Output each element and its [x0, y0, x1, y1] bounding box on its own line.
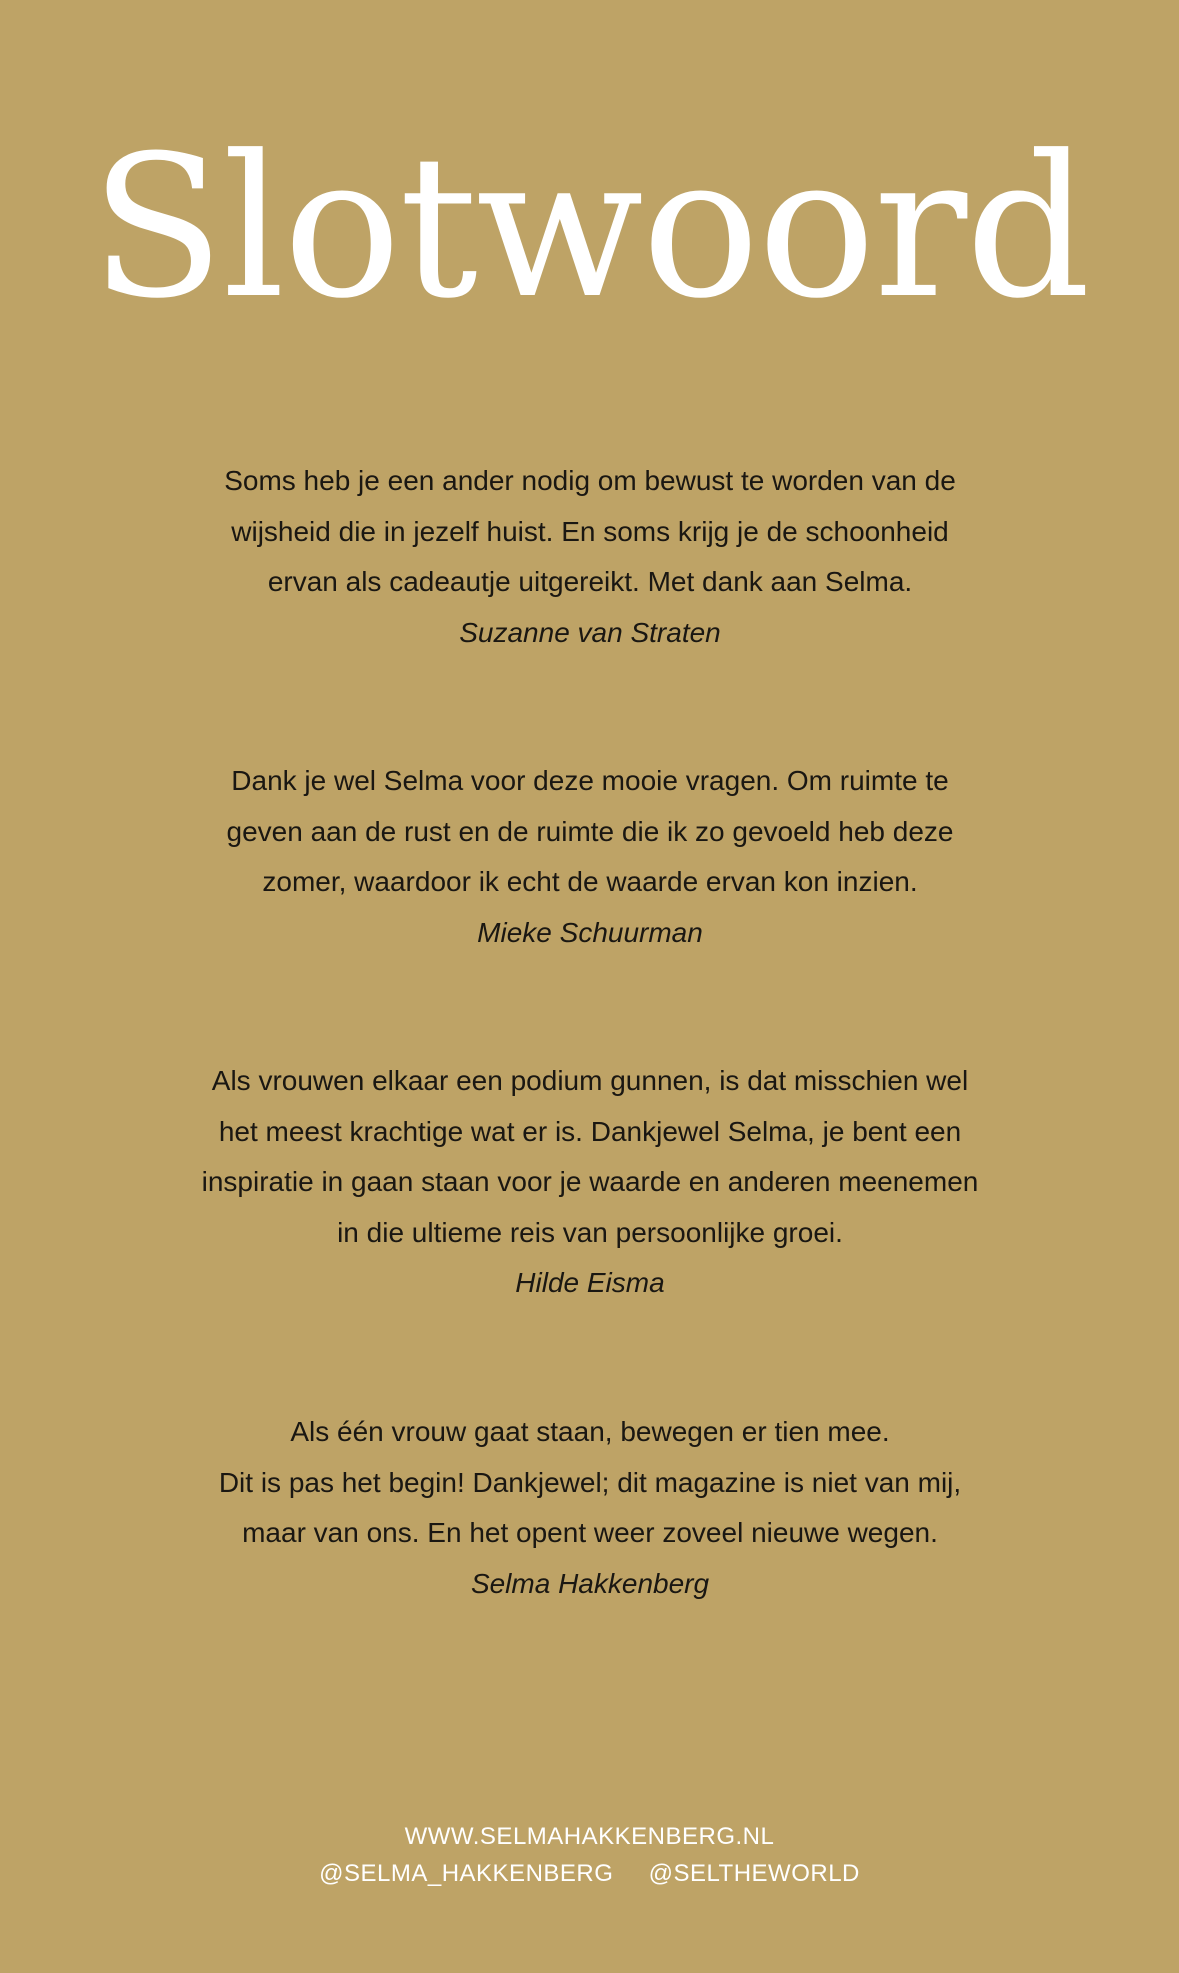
quote-line: wijsheid die in jezelf huist. En soms krijg je de schoonheid — [231, 515, 949, 547]
quote-line: geven aan de rust en de ruimte die ik zo gevoeld heb deze — [226, 815, 954, 847]
testimonial-quote — [150, 756, 1030, 958]
testimonial-quote — [150, 1056, 1030, 1309]
testimonial-quote — [150, 1407, 1030, 1609]
quote-author: Mieke Schuurman — [477, 916, 703, 948]
social-handle-seltheworld[interactable]: @SELTHEWORLD — [648, 1860, 860, 1887]
social-handle-selma[interactable]: @SELMA_HAKKENBERG — [319, 1860, 614, 1887]
quote-line: Soms heb je een ander nodig om bewust te worden van de — [224, 465, 956, 496]
page-title: Slotwoord — [90, 114, 1089, 342]
quote-line: Dit is pas het begin! Dankjewel; dit magazine is niet van mij, — [218, 1466, 962, 1498]
social-handles — [0, 1855, 1179, 1892]
quote-line: Als één vrouw gaat staan, bewegen er tien mee. — [290, 1416, 890, 1447]
quote-line: het meest krachtige wat er is. Dankjewel Selma, je bent een — [218, 1115, 962, 1147]
quote-author: Suzanne van Straten — [459, 616, 721, 648]
quote-line: maar van ons. En het opent weer zoveel nieuwe wegen. — [242, 1517, 938, 1548]
quote-line: zomer, waardoor ik echt de waarde ervan kon inzien. — [262, 866, 918, 897]
quote-author: Hilde Eisma — [515, 1267, 665, 1298]
website-link[interactable]: WWW.SELMAHAKKENBERG.NL — [404, 1823, 775, 1850]
quote-line: in die ultieme reis van persoonlijke groei. — [337, 1216, 843, 1248]
testimonial-quote — [150, 456, 1030, 658]
quote-line: inspiratie in gaan staan voor je waarde en anderen meenemen — [201, 1166, 979, 1197]
quote-line: Als vrouwen elkaar een podium gunnen, is dat misschien wel — [211, 1065, 969, 1096]
quote-line: Dank je wel Selma voor deze mooie vragen. Om ruimte te — [231, 765, 949, 796]
footer — [0, 1818, 1179, 1892]
quote-author: Selma Hakkenberg — [470, 1567, 710, 1599]
quote-line: ervan als cadeautje uitgereikt. Met dank aan Selma. — [267, 566, 913, 597]
